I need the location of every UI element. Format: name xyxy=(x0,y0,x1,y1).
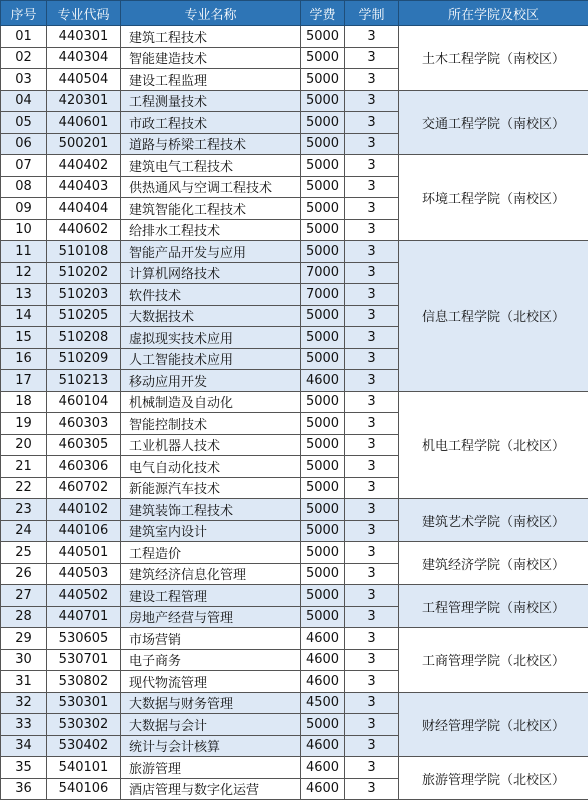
cell-code: 440301 xyxy=(47,26,121,48)
cell-tuition: 5000 xyxy=(301,477,345,499)
cell-code: 500201 xyxy=(47,133,121,155)
cell-index: 36 xyxy=(1,778,47,800)
cell-index: 18 xyxy=(1,391,47,413)
cell-major: 建设工程管理 xyxy=(121,585,301,607)
cell-major: 智能控制技术 xyxy=(121,413,301,435)
cell-tuition: 4600 xyxy=(301,649,345,671)
cell-tuition: 5000 xyxy=(301,241,345,263)
cell-index: 34 xyxy=(1,735,47,757)
cell-major: 旅游管理 xyxy=(121,757,301,779)
cell-tuition: 4500 xyxy=(301,692,345,714)
cell-tuition: 5000 xyxy=(301,499,345,521)
cell-code: 460104 xyxy=(47,391,121,413)
cell-duration: 3 xyxy=(345,735,399,757)
cell-duration: 3 xyxy=(345,198,399,220)
cell-code: 440106 xyxy=(47,520,121,542)
cell-major: 机械制造及自动化 xyxy=(121,391,301,413)
cell-index: 12 xyxy=(1,262,47,284)
cell-code: 510209 xyxy=(47,348,121,370)
cell-tuition: 5000 xyxy=(301,133,345,155)
cell-major: 电气自动化技术 xyxy=(121,456,301,478)
cell-major: 建筑工程技术 xyxy=(121,26,301,48)
cell-tuition: 5000 xyxy=(301,198,345,220)
cell-tuition: 5000 xyxy=(301,69,345,91)
table-row xyxy=(1,90,588,112)
cell-major: 虚拟现实技术应用 xyxy=(121,327,301,349)
cell-duration: 3 xyxy=(345,241,399,263)
cell-college: 工程管理学院（南校区） xyxy=(399,585,588,628)
cell-code: 440601 xyxy=(47,112,121,134)
cell-major: 工业机器人技术 xyxy=(121,434,301,456)
cell-tuition: 5000 xyxy=(301,219,345,241)
cell-college: 交通工程学院（南校区） xyxy=(399,90,588,155)
cell-index: 17 xyxy=(1,370,47,392)
cell-code: 440102 xyxy=(47,499,121,521)
cell-index: 28 xyxy=(1,606,47,628)
cell-tuition: 4600 xyxy=(301,778,345,800)
cell-code: 440402 xyxy=(47,155,121,177)
cell-tuition: 5000 xyxy=(301,391,345,413)
cell-major: 大数据与会计 xyxy=(121,714,301,736)
cell-major: 工程造价 xyxy=(121,542,301,564)
cell-index: 15 xyxy=(1,327,47,349)
cell-major: 大数据技术 xyxy=(121,305,301,327)
cell-duration: 3 xyxy=(345,26,399,48)
cell-code: 460702 xyxy=(47,477,121,499)
cell-duration: 3 xyxy=(345,757,399,779)
cell-duration: 3 xyxy=(345,628,399,650)
cell-tuition: 5000 xyxy=(301,155,345,177)
cell-index: 35 xyxy=(1,757,47,779)
cell-major: 酒店管理与数字化运营 xyxy=(121,778,301,800)
cell-major: 给排水工程技术 xyxy=(121,219,301,241)
cell-code: 540106 xyxy=(47,778,121,800)
cell-major: 建筑装饰工程技术 xyxy=(121,499,301,521)
cell-index: 06 xyxy=(1,133,47,155)
cell-major: 移动应用开发 xyxy=(121,370,301,392)
cell-duration: 3 xyxy=(345,434,399,456)
cell-code: 510213 xyxy=(47,370,121,392)
cell-index: 21 xyxy=(1,456,47,478)
cell-index: 01 xyxy=(1,26,47,48)
table-header xyxy=(1,1,588,26)
cell-tuition: 5000 xyxy=(301,327,345,349)
cell-code: 440502 xyxy=(47,585,121,607)
cell-duration: 3 xyxy=(345,606,399,628)
cell-duration: 3 xyxy=(345,520,399,542)
cell-index: 04 xyxy=(1,90,47,112)
cell-duration: 3 xyxy=(345,563,399,585)
cell-tuition: 5000 xyxy=(301,112,345,134)
cell-college: 机电工程学院（北校区） xyxy=(399,391,588,499)
cell-duration: 3 xyxy=(345,714,399,736)
cell-duration: 3 xyxy=(345,90,399,112)
table-row xyxy=(1,391,588,413)
cell-major: 市政工程技术 xyxy=(121,112,301,134)
cell-index: 30 xyxy=(1,649,47,671)
cell-index: 14 xyxy=(1,305,47,327)
cell-duration: 3 xyxy=(345,649,399,671)
cell-major: 大数据与财务管理 xyxy=(121,692,301,714)
cell-duration: 3 xyxy=(345,499,399,521)
table-row xyxy=(1,585,588,607)
cell-tuition: 5000 xyxy=(301,434,345,456)
cell-college: 建筑经济学院（南校区） xyxy=(399,542,588,585)
cell-tuition: 5000 xyxy=(301,90,345,112)
cell-tuition: 5000 xyxy=(301,305,345,327)
cell-tuition: 5000 xyxy=(301,585,345,607)
header-college: 所在学院及校区 xyxy=(399,1,588,26)
cell-duration: 3 xyxy=(345,112,399,134)
cell-duration: 3 xyxy=(345,585,399,607)
cell-code: 440503 xyxy=(47,563,121,585)
cell-index: 33 xyxy=(1,714,47,736)
cell-tuition: 5000 xyxy=(301,26,345,48)
cell-major: 建筑室内设计 xyxy=(121,520,301,542)
cell-major: 软件技术 xyxy=(121,284,301,306)
cell-tuition: 5000 xyxy=(301,520,345,542)
cell-duration: 3 xyxy=(345,133,399,155)
cell-index: 02 xyxy=(1,47,47,69)
cell-major: 供热通风与空调工程技术 xyxy=(121,176,301,198)
cell-code: 460305 xyxy=(47,434,121,456)
cell-code: 440304 xyxy=(47,47,121,69)
cell-college: 信息工程学院（北校区） xyxy=(399,241,588,392)
cell-major: 计算机网络技术 xyxy=(121,262,301,284)
cell-index: 31 xyxy=(1,671,47,693)
cell-tuition: 5000 xyxy=(301,348,345,370)
cell-tuition: 7000 xyxy=(301,262,345,284)
cell-index: 11 xyxy=(1,241,47,263)
table-row xyxy=(1,26,588,48)
cell-tuition: 5000 xyxy=(301,413,345,435)
cell-duration: 3 xyxy=(345,477,399,499)
table-row xyxy=(1,155,588,177)
cell-code: 440403 xyxy=(47,176,121,198)
cell-duration: 3 xyxy=(345,327,399,349)
cell-tuition: 4600 xyxy=(301,735,345,757)
cell-duration: 3 xyxy=(345,671,399,693)
table-row xyxy=(1,757,588,779)
cell-index: 05 xyxy=(1,112,47,134)
cell-index: 08 xyxy=(1,176,47,198)
cell-code: 440404 xyxy=(47,198,121,220)
cell-index: 10 xyxy=(1,219,47,241)
cell-major: 房地产经营与管理 xyxy=(121,606,301,628)
header-code: 专业代码 xyxy=(47,1,121,26)
cell-tuition: 5000 xyxy=(301,606,345,628)
cell-major: 市场营销 xyxy=(121,628,301,650)
cell-duration: 3 xyxy=(345,47,399,69)
cell-duration: 3 xyxy=(345,348,399,370)
cell-index: 20 xyxy=(1,434,47,456)
cell-index: 03 xyxy=(1,69,47,91)
cell-duration: 3 xyxy=(345,155,399,177)
cell-code: 460303 xyxy=(47,413,121,435)
cell-code: 530802 xyxy=(47,671,121,693)
cell-major: 工程测量技术 xyxy=(121,90,301,112)
cell-major: 智能建造技术 xyxy=(121,47,301,69)
cell-code: 460306 xyxy=(47,456,121,478)
cell-major: 建筑经济信息化管理 xyxy=(121,563,301,585)
header-duration: 学制 xyxy=(345,1,399,26)
cell-college: 环境工程学院（南校区） xyxy=(399,155,588,241)
cell-code: 530701 xyxy=(47,649,121,671)
cell-duration: 3 xyxy=(345,778,399,800)
cell-major: 统计与会计核算 xyxy=(121,735,301,757)
table-row xyxy=(1,499,588,521)
cell-index: 25 xyxy=(1,542,47,564)
cell-tuition: 5000 xyxy=(301,456,345,478)
cell-tuition: 5000 xyxy=(301,563,345,585)
cell-college: 工商管理学院（北校区） xyxy=(399,628,588,693)
cell-major: 智能产品开发与应用 xyxy=(121,241,301,263)
cell-major: 电子商务 xyxy=(121,649,301,671)
table-row xyxy=(1,241,588,263)
header-major: 专业名称 xyxy=(121,1,301,26)
cell-duration: 3 xyxy=(345,391,399,413)
cell-duration: 3 xyxy=(345,284,399,306)
cell-tuition: 7000 xyxy=(301,284,345,306)
cell-code: 440504 xyxy=(47,69,121,91)
cell-code: 530605 xyxy=(47,628,121,650)
cell-tuition: 4600 xyxy=(301,628,345,650)
cell-major: 建筑电气工程技术 xyxy=(121,155,301,177)
cell-code: 510202 xyxy=(47,262,121,284)
cell-code: 420301 xyxy=(47,90,121,112)
cell-index: 24 xyxy=(1,520,47,542)
cell-code: 530302 xyxy=(47,714,121,736)
cell-duration: 3 xyxy=(345,542,399,564)
cell-index: 26 xyxy=(1,563,47,585)
cell-index: 23 xyxy=(1,499,47,521)
cell-tuition: 5000 xyxy=(301,176,345,198)
cell-major: 人工智能技术应用 xyxy=(121,348,301,370)
cell-duration: 3 xyxy=(345,262,399,284)
cell-major: 建设工程监理 xyxy=(121,69,301,91)
cell-code: 530301 xyxy=(47,692,121,714)
cell-index: 27 xyxy=(1,585,47,607)
cell-code: 540101 xyxy=(47,757,121,779)
cell-tuition: 5000 xyxy=(301,714,345,736)
cell-college: 旅游管理学院（北校区） xyxy=(399,757,588,800)
cell-tuition: 4600 xyxy=(301,757,345,779)
cell-code: 510203 xyxy=(47,284,121,306)
header-index: 序号 xyxy=(1,1,47,26)
cell-index: 09 xyxy=(1,198,47,220)
cell-code: 510205 xyxy=(47,305,121,327)
cell-index: 16 xyxy=(1,348,47,370)
cell-code: 440602 xyxy=(47,219,121,241)
cell-index: 07 xyxy=(1,155,47,177)
cell-code: 530402 xyxy=(47,735,121,757)
cell-duration: 3 xyxy=(345,370,399,392)
cell-college: 土木工程学院（南校区） xyxy=(399,26,588,91)
cell-code: 440501 xyxy=(47,542,121,564)
cell-tuition: 5000 xyxy=(301,542,345,564)
cell-tuition: 4600 xyxy=(301,370,345,392)
cell-index: 22 xyxy=(1,477,47,499)
cell-index: 19 xyxy=(1,413,47,435)
table-body xyxy=(1,26,588,800)
cell-duration: 3 xyxy=(345,413,399,435)
cell-index: 29 xyxy=(1,628,47,650)
cell-college: 建筑艺术学院（南校区） xyxy=(399,499,588,542)
cell-college: 财经管理学院（北校区） xyxy=(399,692,588,757)
cell-major: 新能源汽车技术 xyxy=(121,477,301,499)
cell-tuition: 4600 xyxy=(301,671,345,693)
cell-major: 建筑智能化工程技术 xyxy=(121,198,301,220)
table-row xyxy=(1,692,588,714)
cell-major: 现代物流管理 xyxy=(121,671,301,693)
cell-code: 510208 xyxy=(47,327,121,349)
cell-duration: 3 xyxy=(345,176,399,198)
table-row xyxy=(1,628,588,650)
cell-tuition: 5000 xyxy=(301,47,345,69)
table-row xyxy=(1,542,588,564)
cell-duration: 3 xyxy=(345,305,399,327)
cell-code: 510108 xyxy=(47,241,121,263)
cell-major: 道路与桥梁工程技术 xyxy=(121,133,301,155)
cell-duration: 3 xyxy=(345,69,399,91)
cell-duration: 3 xyxy=(345,219,399,241)
header-tuition: 学费 xyxy=(301,1,345,26)
cell-index: 13 xyxy=(1,284,47,306)
cell-code: 440701 xyxy=(47,606,121,628)
cell-duration: 3 xyxy=(345,692,399,714)
cell-duration: 3 xyxy=(345,456,399,478)
cell-index: 32 xyxy=(1,692,47,714)
